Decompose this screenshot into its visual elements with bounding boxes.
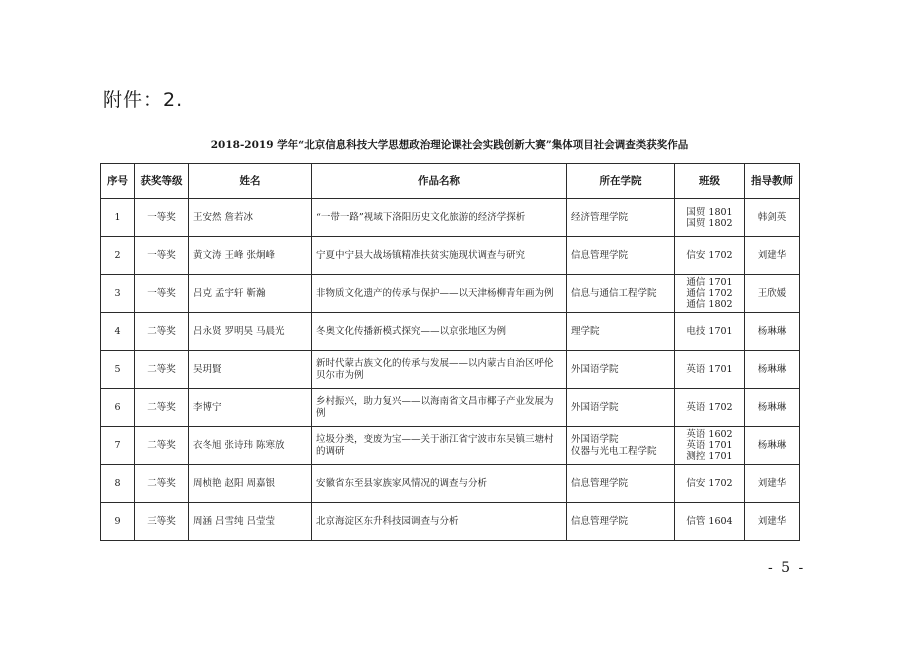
cell-work: 冬奥文化传播新模式探究——以京张地区为例 bbox=[312, 313, 567, 351]
cell-work: “一带一路”视域下洛阳历史文化旅游的经济学探析 bbox=[312, 199, 567, 237]
cell-teacher: 刘建华 bbox=[745, 503, 800, 541]
cell-class: 国贸 1801 国贸 1802 bbox=[675, 199, 745, 237]
table-row bbox=[101, 199, 800, 237]
cell-no: 9 bbox=[101, 503, 135, 541]
cell-award: 一等奖 bbox=[135, 199, 189, 237]
cell-no: 4 bbox=[101, 313, 135, 351]
cell-dept: 理学院 bbox=[567, 313, 675, 351]
cell-names: 周桢艳 赵阳 周嘉银 bbox=[189, 465, 312, 503]
cell-dept: 信息管理学院 bbox=[567, 237, 675, 275]
header-dept: 所在学院 bbox=[567, 164, 675, 199]
cell-class: 信安 1702 bbox=[675, 237, 745, 275]
header-class: 班级 bbox=[675, 164, 745, 199]
cell-dept: 经济管理学院 bbox=[567, 199, 675, 237]
cell-no: 8 bbox=[101, 465, 135, 503]
table-header-row bbox=[101, 164, 800, 199]
cell-work: 乡村振兴，助力复兴——以海南省文昌市椰子产业发展为例 bbox=[312, 389, 567, 427]
cell-no: 6 bbox=[101, 389, 135, 427]
page-number: - 5 - bbox=[768, 560, 806, 576]
cell-dept: 信息管理学院 bbox=[567, 465, 675, 503]
header-teacher: 指导教师 bbox=[745, 164, 800, 199]
attachment-label: 附件：2. bbox=[103, 89, 184, 111]
cell-class: 信管 1604 bbox=[675, 503, 745, 541]
cell-teacher: 王欣媛 bbox=[745, 275, 800, 313]
cell-class: 通信 1701 通信 1702 通信 1802 bbox=[675, 275, 745, 313]
cell-dept: 信息管理学院 bbox=[567, 503, 675, 541]
cell-class: 电技 1701 bbox=[675, 313, 745, 351]
table-row bbox=[101, 275, 800, 313]
table-row bbox=[101, 427, 800, 465]
cell-teacher: 刘建华 bbox=[745, 237, 800, 275]
document-title: 2018-2019 学年“北京信息科技大学思想政治理论课社会实践创新大赛”集体项目社会调查类获奖作品 bbox=[210, 139, 689, 151]
table-row bbox=[101, 465, 800, 503]
cell-names: 衣冬旭 张诗玮 陈寒放 bbox=[189, 427, 312, 465]
header-work: 作品名称 bbox=[312, 164, 567, 199]
header-no: 序号 bbox=[101, 164, 135, 199]
cell-teacher: 杨琳琳 bbox=[745, 427, 800, 465]
cell-award: 二等奖 bbox=[135, 351, 189, 389]
cell-no: 2 bbox=[101, 237, 135, 275]
table-row bbox=[101, 351, 800, 389]
cell-work: 非物质文化遗产的传承与保护——以天津杨柳青年画为例 bbox=[312, 275, 567, 313]
cell-no: 5 bbox=[101, 351, 135, 389]
table-row bbox=[101, 313, 800, 351]
cell-teacher: 杨琳琳 bbox=[745, 351, 800, 389]
cell-names: 黄文涛 王峰 张炯峰 bbox=[189, 237, 312, 275]
cell-teacher: 韩剑英 bbox=[745, 199, 800, 237]
cell-work: 垃圾分类，变废为宝——关于浙江省宁波市东吴镇三塘村的调研 bbox=[312, 427, 567, 465]
cell-class: 信安 1702 bbox=[675, 465, 745, 503]
cell-award: 二等奖 bbox=[135, 389, 189, 427]
cell-dept: 外国语学院 仪器与光电工程学院 bbox=[567, 427, 675, 465]
header-award: 获奖等级 bbox=[135, 164, 189, 199]
header-names: 姓名 bbox=[189, 164, 312, 199]
cell-work: 宁夏中宁县大战场镇精准扶贫实施现状调查与研究 bbox=[312, 237, 567, 275]
cell-award: 二等奖 bbox=[135, 313, 189, 351]
cell-names: 吕克 孟宇轩 靳瀚 bbox=[189, 275, 312, 313]
cell-class: 英语 1602 英语 1701 测控 1701 bbox=[675, 427, 745, 465]
cell-award: 三等奖 bbox=[135, 503, 189, 541]
cell-award: 一等奖 bbox=[135, 237, 189, 275]
cell-dept: 外国语学院 bbox=[567, 351, 675, 389]
cell-award: 二等奖 bbox=[135, 465, 189, 503]
cell-teacher: 杨琳琳 bbox=[745, 313, 800, 351]
cell-names: 王安然 詹若冰 bbox=[189, 199, 312, 237]
awards-table bbox=[100, 163, 800, 541]
cell-teacher: 刘建华 bbox=[745, 465, 800, 503]
cell-class: 英语 1701 bbox=[675, 351, 745, 389]
cell-names: 吕永贤 罗明昊 马晨光 bbox=[189, 313, 312, 351]
cell-names: 吴玥賢 bbox=[189, 351, 312, 389]
cell-class: 英语 1702 bbox=[675, 389, 745, 427]
cell-work: 北京海淀区东升科技园调查与分析 bbox=[312, 503, 567, 541]
table-row bbox=[101, 237, 800, 275]
table-row bbox=[101, 389, 800, 427]
cell-work: 安徽省东至县家族家风情况的调查与分析 bbox=[312, 465, 567, 503]
cell-names: 周涵 吕雪纯 吕莹莹 bbox=[189, 503, 312, 541]
cell-names: 李博宁 bbox=[189, 389, 312, 427]
cell-dept: 信息与通信工程学院 bbox=[567, 275, 675, 313]
cell-no: 1 bbox=[101, 199, 135, 237]
table-row bbox=[101, 503, 800, 541]
cell-work: 新时代蒙古族文化的传承与发展——以内蒙古自治区呼伦贝尔市为例 bbox=[312, 351, 567, 389]
cell-no: 7 bbox=[101, 427, 135, 465]
cell-no: 3 bbox=[101, 275, 135, 313]
cell-award: 二等奖 bbox=[135, 427, 189, 465]
cell-teacher: 杨琳琳 bbox=[745, 389, 800, 427]
cell-dept: 外国语学院 bbox=[567, 389, 675, 427]
cell-award: 一等奖 bbox=[135, 275, 189, 313]
